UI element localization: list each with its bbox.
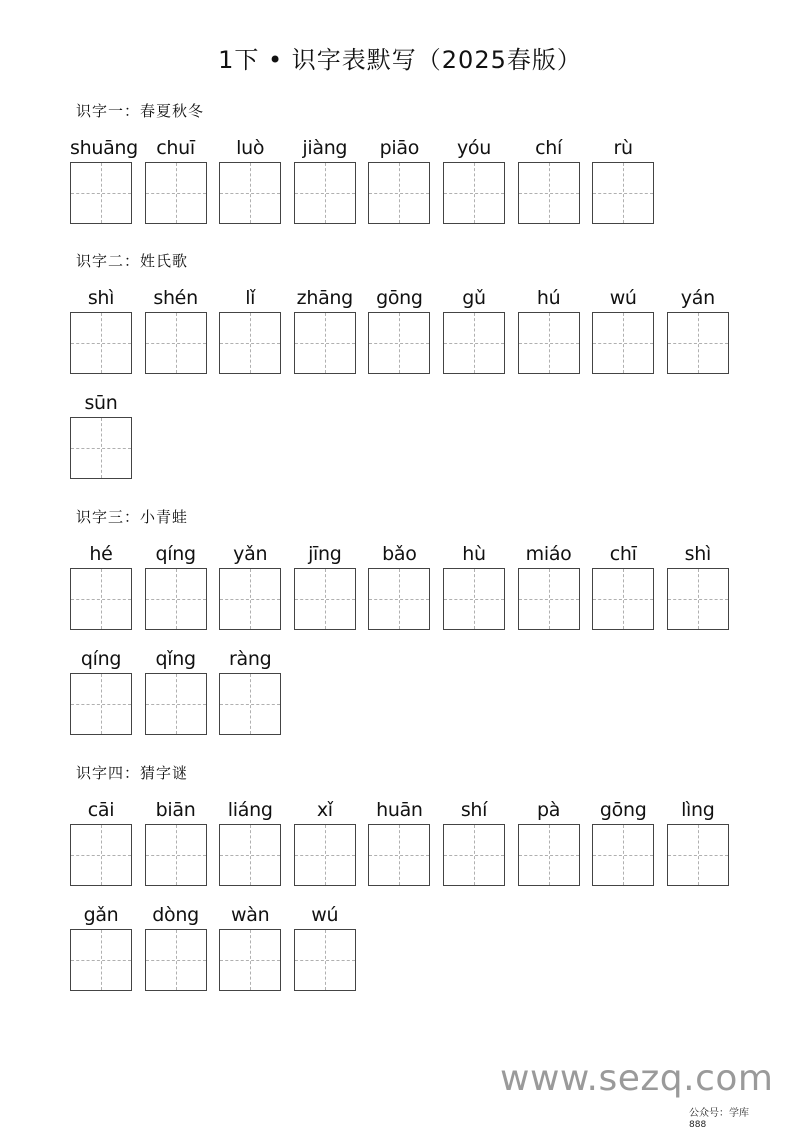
char-cell xyxy=(145,797,207,886)
char-cell xyxy=(667,797,729,886)
pinyin-label: shì xyxy=(87,287,115,309)
pinyin-label: shì xyxy=(684,543,711,565)
writing-box[interactable] xyxy=(667,824,729,886)
char-cell xyxy=(592,797,654,886)
char-cell xyxy=(294,541,356,630)
grid-guide-horizontal xyxy=(519,599,579,600)
writing-box[interactable] xyxy=(219,312,281,374)
grid-guide-horizontal xyxy=(369,343,429,344)
grid-guide-horizontal xyxy=(146,960,206,961)
page-title: 1下 • 识字表默写（2025春版） xyxy=(218,46,582,74)
pinyin-label: yóu xyxy=(456,137,491,159)
pinyin-label: liáng xyxy=(227,799,273,821)
pinyin-label: shén xyxy=(153,287,198,309)
pinyin-label: yán xyxy=(680,287,715,309)
char-cell xyxy=(518,135,580,224)
writing-box[interactable] xyxy=(592,162,654,224)
char-cell xyxy=(145,285,207,374)
pinyin-label: hú xyxy=(536,287,561,309)
pinyin-label: qǐng xyxy=(155,648,196,670)
grid-guide-horizontal xyxy=(519,193,579,194)
section-heading: 识字三：小青蛙 xyxy=(76,508,189,526)
char-cell xyxy=(368,797,430,886)
pinyin-label: qíng xyxy=(155,543,196,565)
writing-box[interactable] xyxy=(70,673,132,735)
char-cell xyxy=(145,541,207,630)
footer-account: 公众号：学库 xyxy=(689,1108,749,1119)
char-cell xyxy=(219,135,281,224)
pinyin-label: dòng xyxy=(152,904,199,926)
writing-box[interactable] xyxy=(294,162,356,224)
char-cell xyxy=(70,390,132,479)
writing-box[interactable] xyxy=(667,312,729,374)
char-cell xyxy=(592,541,654,630)
grid-guide-horizontal xyxy=(146,193,206,194)
grid-guide-horizontal xyxy=(369,599,429,600)
grid-guide-horizontal xyxy=(295,855,355,856)
pinyin-label: chí xyxy=(535,137,563,159)
pinyin-label: miáo xyxy=(525,543,572,565)
pinyin-label: jīng xyxy=(308,543,342,565)
grid-guide-horizontal xyxy=(71,448,131,449)
pinyin-label: ràng xyxy=(229,648,272,670)
grid-guide-horizontal xyxy=(519,343,579,344)
char-cell xyxy=(70,285,132,374)
pinyin-label: zhāng xyxy=(296,287,353,309)
writing-box[interactable] xyxy=(368,568,430,630)
writing-box[interactable] xyxy=(368,824,430,886)
char-cell xyxy=(70,541,132,630)
writing-box[interactable] xyxy=(145,162,207,224)
pinyin-label: chuī xyxy=(156,137,195,159)
char-cell xyxy=(592,135,654,224)
pinyin-label: luò xyxy=(236,137,265,159)
pinyin-label: rù xyxy=(613,137,633,159)
pinyin-label: gǎn xyxy=(83,904,119,926)
grid-guide-horizontal xyxy=(295,960,355,961)
writing-box[interactable] xyxy=(443,824,505,886)
pinyin-label: chī xyxy=(609,543,637,565)
writing-box[interactable] xyxy=(145,312,207,374)
grid-guide-horizontal xyxy=(71,193,131,194)
writing-box[interactable] xyxy=(518,824,580,886)
writing-box[interactable] xyxy=(219,568,281,630)
pinyin-label: lǐ xyxy=(245,287,256,309)
grid-guide-horizontal xyxy=(444,855,504,856)
char-cell xyxy=(443,541,505,630)
pinyin-label: gǔ xyxy=(462,287,486,309)
writing-box[interactable] xyxy=(592,568,654,630)
char-cell xyxy=(219,541,281,630)
char-cell xyxy=(518,541,580,630)
char-cell xyxy=(70,902,132,991)
grid-guide-horizontal xyxy=(369,193,429,194)
grid-guide-horizontal xyxy=(593,855,653,856)
grid-guide-horizontal xyxy=(444,599,504,600)
grid-guide-horizontal xyxy=(146,855,206,856)
pinyin-label: sūn xyxy=(84,392,118,414)
pinyin-label: xǐ xyxy=(316,799,333,821)
writing-box[interactable] xyxy=(70,312,132,374)
grid-guide-horizontal xyxy=(369,855,429,856)
pinyin-label: huān xyxy=(376,799,423,821)
grid-guide-horizontal xyxy=(593,193,653,194)
grid-guide-horizontal xyxy=(668,343,728,344)
grid-guide-horizontal xyxy=(220,704,280,705)
char-cell xyxy=(368,285,430,374)
writing-box[interactable] xyxy=(518,568,580,630)
writing-box[interactable] xyxy=(70,417,132,479)
writing-box[interactable] xyxy=(70,824,132,886)
writing-box[interactable] xyxy=(368,312,430,374)
grid-guide-horizontal xyxy=(593,599,653,600)
writing-box[interactable] xyxy=(294,929,356,991)
char-cell xyxy=(145,646,207,735)
grid-guide-horizontal xyxy=(668,599,728,600)
writing-box[interactable] xyxy=(70,162,132,224)
grid-guide-horizontal xyxy=(668,855,728,856)
pinyin-label: jiàng xyxy=(302,137,348,159)
char-cell xyxy=(294,135,356,224)
pinyin-label: gōng xyxy=(376,287,423,309)
pinyin-label: hù xyxy=(462,543,486,565)
writing-box[interactable] xyxy=(518,312,580,374)
pinyin-label: lìng xyxy=(681,799,715,821)
char-cell xyxy=(294,797,356,886)
char-cell xyxy=(219,285,281,374)
section-heading: 识字四：猜字谜 xyxy=(76,764,189,782)
char-cell xyxy=(518,285,580,374)
grid-guide-horizontal xyxy=(146,599,206,600)
writing-box[interactable] xyxy=(294,824,356,886)
char-cell xyxy=(219,797,281,886)
char-cell xyxy=(443,797,505,886)
char-cell xyxy=(443,285,505,374)
pinyin-label: wú xyxy=(609,287,637,309)
pinyin-label: hé xyxy=(89,543,113,565)
grid-guide-horizontal xyxy=(593,343,653,344)
char-cell xyxy=(368,541,430,630)
pinyin-label: wú xyxy=(311,904,339,926)
writing-box[interactable] xyxy=(667,568,729,630)
pinyin-label: gōng xyxy=(599,799,647,821)
writing-box[interactable] xyxy=(443,312,505,374)
pinyin-label: yǎn xyxy=(233,543,268,565)
pinyin-label: pà xyxy=(537,799,561,821)
grid-guide-horizontal xyxy=(295,193,355,194)
grid-guide-horizontal xyxy=(146,704,206,705)
char-cell xyxy=(145,902,207,991)
char-cell xyxy=(145,135,207,224)
grid-guide-horizontal xyxy=(71,960,131,961)
grid-guide-horizontal xyxy=(444,193,504,194)
char-cell xyxy=(219,646,281,735)
writing-box[interactable] xyxy=(145,824,207,886)
footer-page-number: 888 xyxy=(689,1120,707,1130)
grid-guide-horizontal xyxy=(220,960,280,961)
writing-box[interactable] xyxy=(368,162,430,224)
grid-guide-horizontal xyxy=(71,704,131,705)
char-cell xyxy=(294,902,356,991)
writing-box[interactable] xyxy=(443,162,505,224)
char-cell xyxy=(70,797,132,886)
section-heading: 识字一：春夏秋冬 xyxy=(76,102,205,120)
writing-box[interactable] xyxy=(592,824,654,886)
writing-box[interactable] xyxy=(219,673,281,735)
char-cell xyxy=(70,135,138,224)
pinyin-label: piāo xyxy=(379,137,420,159)
pinyin-label: wàn xyxy=(231,904,270,926)
grid-guide-horizontal xyxy=(444,343,504,344)
char-cell xyxy=(667,541,729,630)
writing-box[interactable] xyxy=(294,568,356,630)
writing-box[interactable] xyxy=(219,162,281,224)
watermark: www.sezq.com xyxy=(500,1058,774,1099)
writing-box[interactable] xyxy=(145,673,207,735)
grid-guide-horizontal xyxy=(71,599,131,600)
grid-guide-horizontal xyxy=(220,855,280,856)
pinyin-label: qíng xyxy=(80,648,122,670)
writing-box[interactable] xyxy=(518,162,580,224)
grid-guide-horizontal xyxy=(146,343,206,344)
writing-box[interactable] xyxy=(145,929,207,991)
writing-box[interactable] xyxy=(145,568,207,630)
writing-box[interactable] xyxy=(443,568,505,630)
pinyin-label: biān xyxy=(155,799,196,821)
char-cell xyxy=(667,285,729,374)
grid-guide-horizontal xyxy=(71,855,131,856)
writing-box[interactable] xyxy=(70,929,132,991)
char-cell xyxy=(70,646,132,735)
char-cell xyxy=(592,285,654,374)
pinyin-label: shuāng xyxy=(70,137,138,159)
grid-guide-horizontal xyxy=(71,343,131,344)
writing-box[interactable] xyxy=(70,568,132,630)
char-cell xyxy=(518,797,580,886)
pinyin-label: bǎo xyxy=(382,543,417,565)
grid-guide-horizontal xyxy=(220,193,280,194)
char-cell xyxy=(443,135,505,224)
writing-box[interactable] xyxy=(294,312,356,374)
grid-guide-horizontal xyxy=(220,343,280,344)
writing-box[interactable] xyxy=(592,312,654,374)
grid-guide-horizontal xyxy=(519,855,579,856)
grid-guide-horizontal xyxy=(295,343,355,344)
section-heading: 识字二：姓氏歌 xyxy=(76,252,189,270)
char-cell xyxy=(368,135,430,224)
writing-box[interactable] xyxy=(219,929,281,991)
pinyin-label: shí xyxy=(460,799,488,821)
grid-guide-horizontal xyxy=(295,599,355,600)
char-cell xyxy=(294,285,356,374)
pinyin-label: cāi xyxy=(87,799,115,821)
grid-guide-horizontal xyxy=(220,599,280,600)
char-cell xyxy=(219,902,281,991)
writing-box[interactable] xyxy=(219,824,281,886)
